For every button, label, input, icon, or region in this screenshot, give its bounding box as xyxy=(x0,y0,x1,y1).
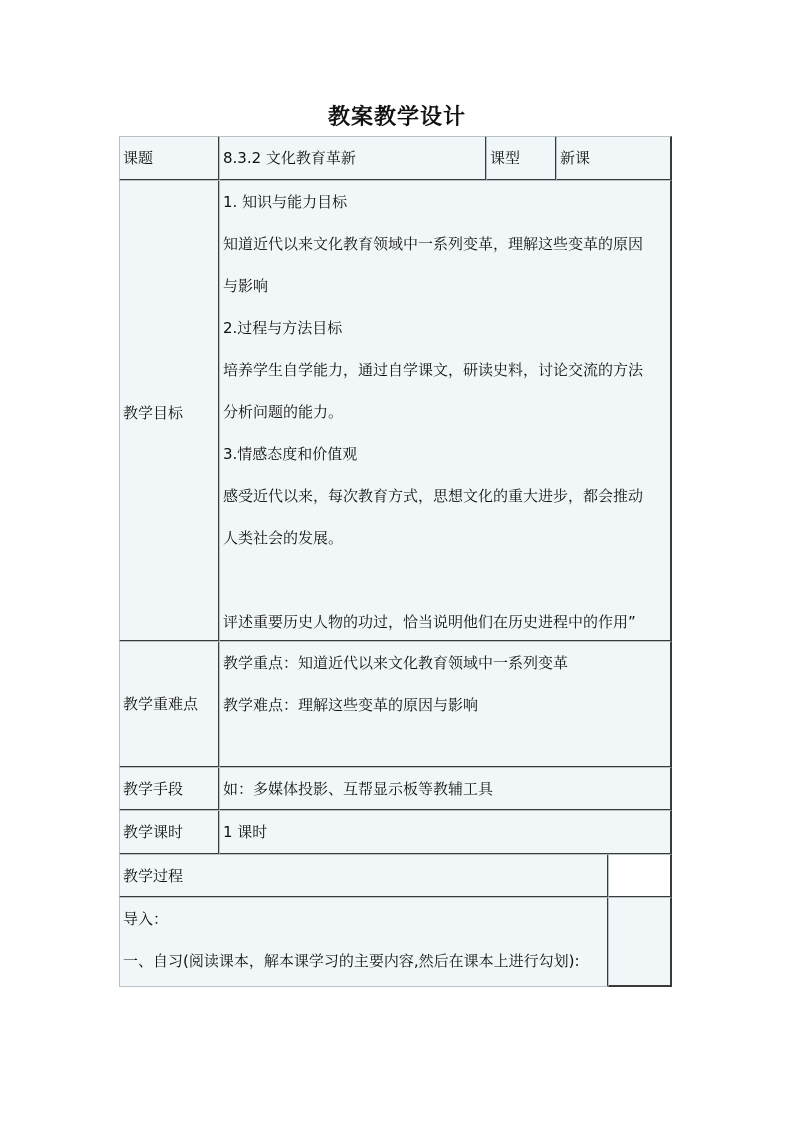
hours-label: 教学课时 xyxy=(123,823,184,841)
topic-label: 课题 xyxy=(123,149,154,167)
objectives-label: 教学目标 xyxy=(123,404,184,422)
objectives-label-cell xyxy=(119,180,220,642)
objective-line: 人类社会的发展。 xyxy=(223,529,344,547)
process-content-cell xyxy=(119,897,609,987)
process-label-cell xyxy=(119,854,609,898)
process-line: 导入： xyxy=(123,910,169,928)
lesson-type-label-cell xyxy=(486,136,557,181)
topic-value-cell xyxy=(219,136,487,181)
blank-spacer xyxy=(223,559,670,601)
objective-line: 感受近代以来，每次教育方式，思想文化的重大进步，都会推动 xyxy=(223,487,644,505)
process-label: 教学过程 xyxy=(123,867,184,885)
objective-line: 1. 知识与能力目标 xyxy=(223,193,348,211)
objective-line: 评述重要历史人物的功过，恰当说明他们在历史进程中的作用” xyxy=(223,613,636,631)
means-label: 教学手段 xyxy=(123,780,184,798)
hours-value: 1 课时 xyxy=(223,823,268,841)
means-value-cell xyxy=(219,767,672,811)
objective-line: 培养学生自学能力，通过自学课文，研读史料，讨论交流的方法 xyxy=(223,361,644,379)
process-line: 一、自习(阅读课本，解本课学习的主要内容,然后在课本上进行勾划): xyxy=(123,952,580,970)
key-point-line: 教学重点：知道近代以来文化教育领域中一系列变革 xyxy=(223,654,569,672)
objective-line: 3.情感态度和价值观 xyxy=(223,445,358,463)
means-value: 如：多媒体投影、互帮显示板等教辅工具 xyxy=(223,780,494,798)
objective-line: 与影响 xyxy=(223,277,269,295)
key-point-line: 教学难点：理解这些变革的原因与影响 xyxy=(223,696,479,714)
hours-label-cell xyxy=(119,810,220,855)
document-title: 教案教学设计 xyxy=(327,104,466,130)
objectives-content-cell xyxy=(219,180,672,642)
key-points-label: 教学重难点 xyxy=(123,695,199,713)
lesson-type-value: 新课 xyxy=(560,149,591,167)
key-points-content-cell xyxy=(219,641,672,768)
process-side-cell xyxy=(608,854,672,898)
lesson-type-label: 课型 xyxy=(490,149,521,167)
means-label-cell xyxy=(119,767,220,811)
hours-value-cell xyxy=(219,810,672,855)
topic-label-cell xyxy=(119,136,220,181)
lesson-type-value-cell xyxy=(556,136,672,181)
objective-line: 2.过程与方法目标 xyxy=(223,319,343,337)
key-points-label-cell xyxy=(119,641,220,768)
topic-value: 8.3.2 文化教育革新 xyxy=(223,149,356,167)
process-notes-cell xyxy=(608,897,672,987)
objective-line: 分析问题的能力。 xyxy=(223,403,344,421)
objective-line: 知道近代以来文化教育领域中一系列变革，理解这些变革的原因 xyxy=(223,235,644,253)
